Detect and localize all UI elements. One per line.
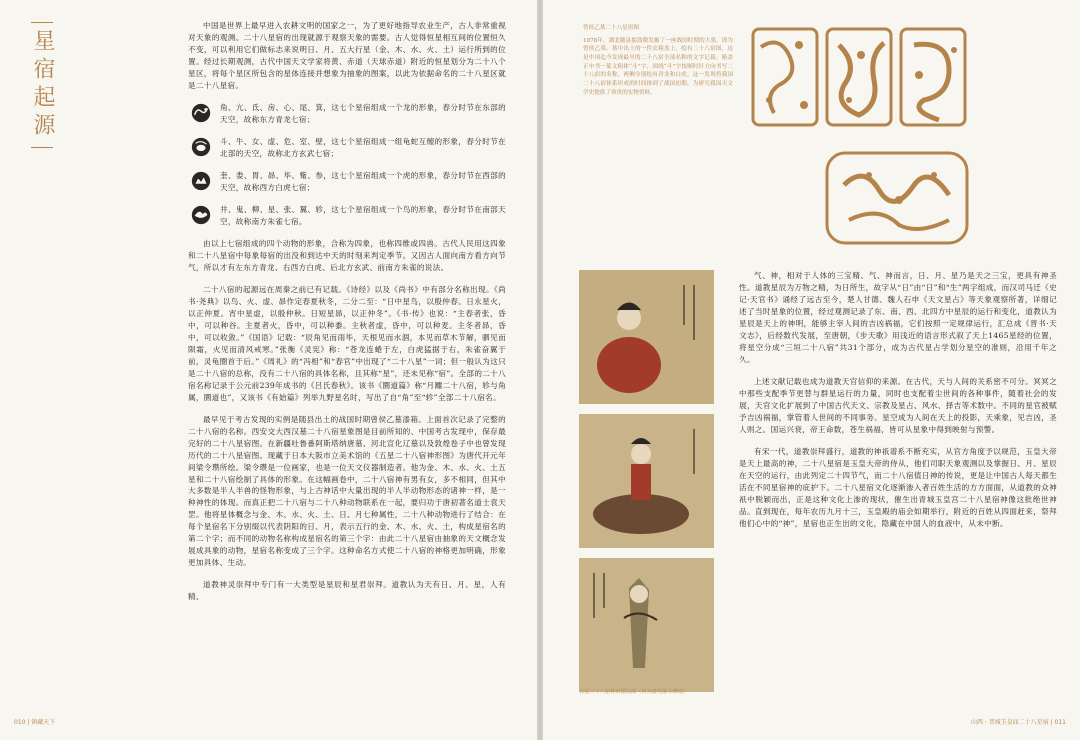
right-page (543, 0, 1080, 740)
paintings-column (579, 270, 714, 702)
constellation-text: 角、亢、氐、房、心、尾、箕，这七个星宿组成一个龙的形象，春分时节在东部的天空，故称东方青龙七宿； (220, 102, 506, 124)
caption-body: 1978年，湖北随县擂鼓墩发掘了一座战国时期的大墓，即为曾侯乙墓。墓中出土的一件衣箱盖上，绘有二十八宿图，这是中国迄今发现最早的二十八宿全部名称的文字记载。箱盖正中书一篆文粗体“斗”字，围绕“斗”字按顺时针方向书写二十八宿的名称，两侧分别绘有青龙和白虎。这一发现将我国二十八宿体系形成的时间推到了战国初期，为研究我国天文学史提供了珍贵的实物资料。 (583, 37, 733, 96)
azure-dragon-icon (188, 102, 214, 124)
body-paragraph: 有宋一代，道教崇拜盛行，道教的神祇谱系不断充实，从官方角度予以规范，玉皇大帝是天上最高的神，二十八星宿是玉皇大帝的侍从，他们司职天象观测以及掌握日、月、星辰在天空的运行，由此列定二十四节气，而二十八宿值日神的传说，更是让中国古人每天都生活在不同星宿神的庇护下。二十八星宿文化逐渐渗入者百姓生活的方方面面，从道教的众神祇中脱颖而出，正是这种文化上渗的现状，催生出青城玉皇宫二十八星宿神像这批绝世神品。直到现在，每年农历九月十三，玉皇殿的庙会如期举行，附近的百姓从四面赶来，祭拜他们心中的“神”，星宿也正生出的文化，隐藏在中国人的血液中，从未中断。 (739, 446, 1057, 528)
constellation-text: 奎、娄、胃、昴、毕、觜、参，这七个星宿组成一个虎的形象，春分时节在西部的天空，故称西方白虎七宿； (220, 170, 506, 192)
lacquer-box-caption (583, 24, 733, 101)
body-paragraph: 最早见于考古发现的实例是随县出土的战国时期曾侯乙墓漆箱。上面首次记录了完整的二十八宿的名称。西安交大西汉墓二十八宿星象图是目前所知的、中国考古发现中，保存最完好的二十八星宿图。在新疆吐鲁番阿斯塔纳唐墓、河北宣化辽墓以及敦煌卷子中也曾发现历代的二十八星宿图。现藏于日本大阪市立美术馆的《五星二十八宿神形图》为唐代开元年间梁令瓒所绘。梁令瓒是一位画家，也是一位天文仪器制造者。他为金、木、水、火、土五星和二十八宿绘制了具体的形象。在这幅画卷中，二十八宿神有男有女，多不相同，但其中大多数是半人半兽的怪物形象，与上古神话中大量出现的半人半动物形态的诸神一样，是一种神性的体现。而真正把二十八宿与二十八种动物联系在一起，要归功于唐初著名道士袁天罡。他将星体概念与金、木、水、火、土、日、月七种属性，二十八种动物进行了结合：在每个星宿名下分别缀以代表阴阳的日、月，表示五行的金、木、水、火、土，构成星宿名的第二个字；而不同的动物名称构成星宿名的第三个字：由此二十八星宿由抽象的天文概念发展成具象的动物，星宿名称变成了三个字。这种命名方式使二十八宿的神格更加明确，形象更加具体、生动。 (188, 414, 506, 568)
title-rule-bottom (31, 147, 53, 148)
right-body-text (739, 270, 1057, 540)
constellation-row-west (188, 170, 506, 194)
black-tortoise-icon (188, 136, 214, 158)
constellation-row-south (188, 204, 506, 228)
section-title: 星宿起源 (30, 29, 55, 141)
paintings-caption: 五星二十八宿神形图局部（传为唐代梁令瓒绘） (579, 689, 688, 695)
deity-painting-3 (579, 558, 714, 692)
body-paragraph: 道教神灵崇拜中专门有一大类型是星辰和星君崇拜。道教认为天有日、月、星，人有精、 (188, 580, 506, 602)
left-folio: 010 | 镇藏天下 (14, 719, 56, 726)
lacquer-box-illustration (749, 25, 969, 245)
title-rule-top (31, 22, 53, 23)
white-tiger-icon (188, 170, 214, 192)
body-paragraph: 上述文献记载也成为道教天官信仰的来源。在古代，天与人间的关系密不可分。冥冥之中那些支配季节更替与群星运行的力量，同时也支配着尘世间的各种事件，随着社会的发展，天官文化扩展到了中国古代天文、宗教及星占、风水、择吉等术数中。不同的星官被赋予吉凶祸福，掌管着人世间的不同事务。星空成为人间在天上的投影，天乘象，见吉凶，圣人则之。国运兴衰，帝王命数，苍生祸福，皆可从星象中得到映射与预警。 (739, 376, 1057, 434)
constellation-text: 井、鬼、柳、星、张、翼、轸，这七个星宿组成一个鸟的形象，春分时节在南部天空，故称南方朱雀七宿。 (220, 204, 506, 226)
right-folio: 山西 · 晋城玉皇庙二十八星宿 | 011 (970, 719, 1066, 726)
vermilion-bird-icon (188, 204, 214, 226)
body-paragraph: 二十八宿的起源远在周秦之前已有记载。《诗经》以及《尚书》中有部分名称出现。《尚书·尧典》以鸟、火、虚、昴作定春夏秋冬，二分二至：“日中星鸟，以殷仲春。日永星火，以正仲夏。宵中星虚，以殷仲秋。日短星昴，以正仲冬”。《书·传》也说：“主春者张，昏中，可以种谷。主夏者火，昏中，可以种黍。主秋者虚，昏中，可以种麦。主冬者昴，昏中，可以收敛。”《国语》记载：“辰角见而雨毕，天根见而水涸，本见而草木节解，驷见而陨霜，火见而清风戒寒。”张衡《灵宪》称：“苍龙连蜷于左，白虎猛据于右，朱雀奋翼于前，灵龟圈首于后。”《周礼》的“冯相”和“春官”中出现了“二十八星”一词；但一般认为这只是二十八宿的总称，没有二十八宿的具体名称，且其称“星”，还未见称“宿”。全部的二十八宿名称记录于公元前239年成书的《吕氏春秋》。该书《圜道篇》称“月躔二十八宿，轸与角属，圜道也”，又该书《有始篇》列举九野星名时，写出了自“角”至“轸”全部二十八宿名。 (188, 284, 506, 402)
constellation-text: 斗、牛、女、虚、危、室、壁，这七个星宿组成一组龟蛇互缠的形象，春分时节在北部的天空，故称北方玄武七宿； (220, 136, 506, 158)
caption-heading: 曾侯乙墓二十八星宿图 (583, 25, 639, 31)
deity-painting-1 (579, 270, 714, 404)
intro-paragraph: 中国是世界上最早进入农耕文明的国家之一，为了更好地指导农业生产，古人非常重视对天象的观测。二十八星宿的出现就源于观察天象的需要。古人觉得恒星相互间的位置恒久不变，可以利用它们做标志来说明日、月、五大行星（金、木、水、火、土）运行所到的位置。经过长期观测，古代中国天文学家将黄、赤道（天球赤道）附近的恒星划分为二十八个星区，将每个星区所包含的星体连接并想象为抽象的图案，以此为依据命名的二十八星区就是二十八星宿。 (188, 21, 506, 90)
left-page (0, 0, 537, 740)
deity-painting-2 (579, 414, 714, 548)
body-paragraph: 气、神，相对于人体的三宝精、气、神而言，日、月、星乃是天之三宝，更具有神圣性。道教星辰为万物之精，为日所生，故字从“日”由“日”和“生”两字组成，而汉司马迁《史记·天官书》诵经了远古至今，楚人甘德、魏人石申《天文星占》等天象观察所著，详细记述了当时星象的位置，经过观测记录了东、南、西、北四方中星辰的运行和变化，道教认为星辰是天上的神明，能够主宰人间的吉凶祸福，它们按照一定规律运行，汇总成《晋书·天文志》，后经数代发展，至唐朝，《步天歌》用浅近的语言形式叙了天上1465星经的位置，将星空分成“三垣二十八宿”共31个部分，成为古代星占学划分星空的准则，沿用千年之久。 (739, 271, 1057, 364)
section-title-block (20, 16, 64, 154)
body-paragraph: 由以上七宿组成的四个动物的形象，合称为四象，也称四维或四兽。古代人民用这四象和二十八星宿中每象每宿的出没和到达中天的时刻来判定季节。又因古人面向南方看方向节气，所以才有左东方青龙、右西方白虎、后北方玄武、前南方朱雀的说法。 (188, 238, 506, 272)
left-body-text (188, 20, 506, 613)
constellation-row-east (188, 102, 506, 126)
constellation-row-north (188, 136, 506, 160)
